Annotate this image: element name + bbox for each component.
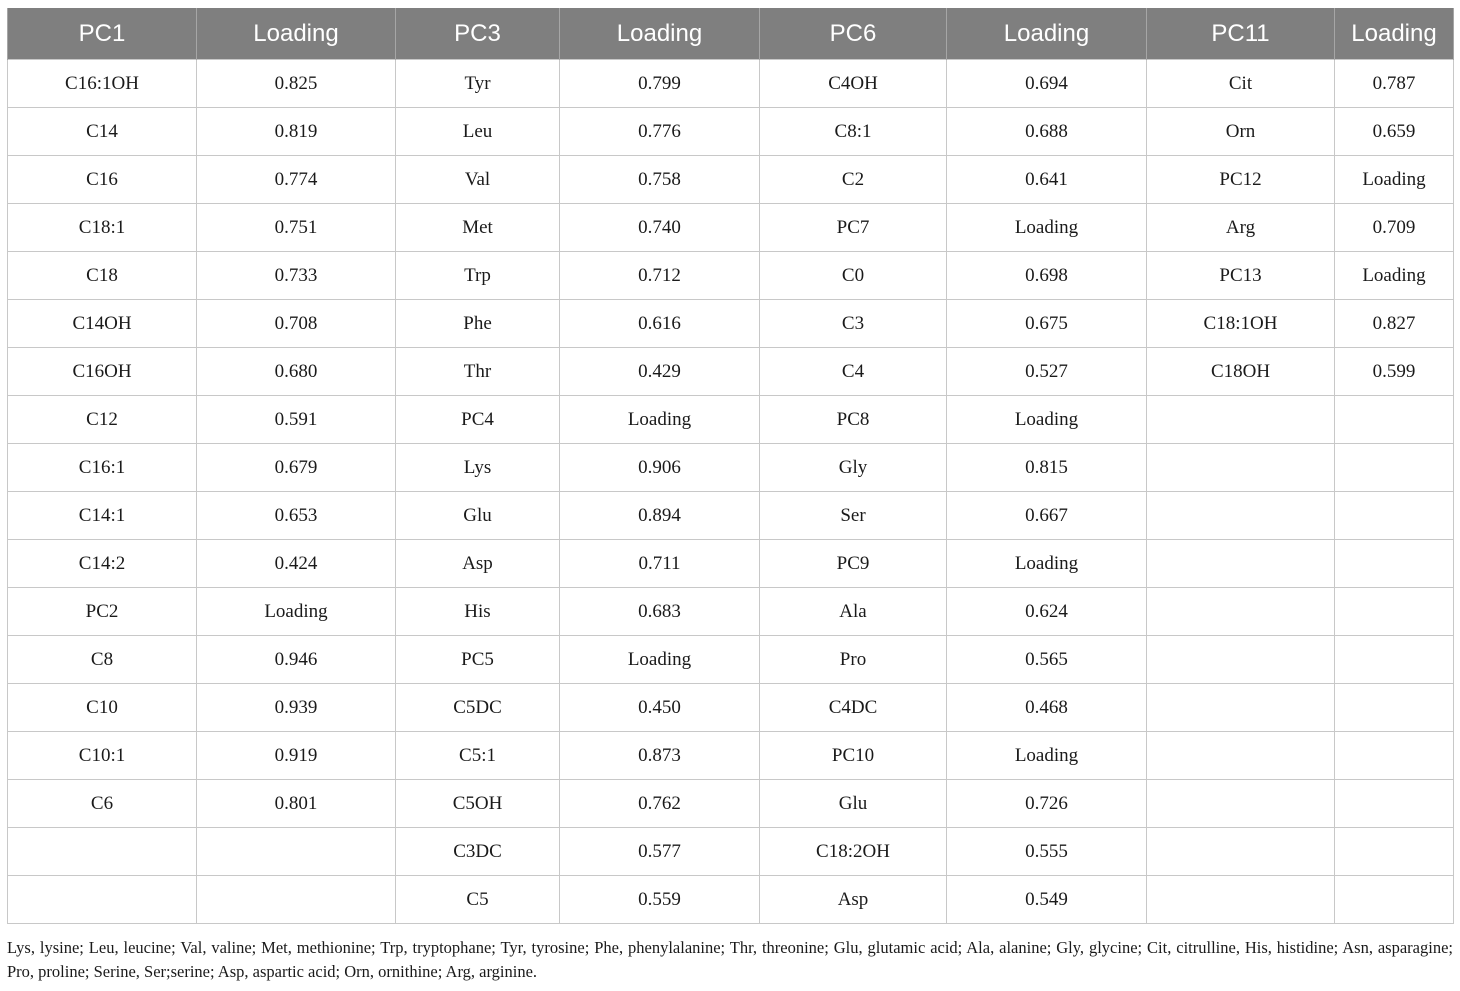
table-footnote: Lys, lysine; Leu, leucine; Val, valine; Met, methionine; Trp, tryptophane; Tyr, tyrosine; Phe, phenylalanine; Thr, threonine; Glu, glutamic acid; Ala, alanine; Gly, glycine; Cit, citrulline, His, histidine; Asn, asparagine; Pro, proline; Serine, Ser;serine; Asp, aspartic acid; Orn, ornithine; Arg, arginine. — [7, 938, 1453, 981]
table-cell: C16:1 — [8, 444, 197, 492]
table-cell: 0.653 — [197, 492, 396, 540]
table-row — [8, 204, 1454, 252]
table-cell — [1335, 780, 1454, 828]
table-cell: PC4 — [396, 396, 560, 444]
table-cell: 0.599 — [1335, 348, 1454, 396]
table-cell: 0.939 — [197, 684, 396, 732]
table-cell: 0.559 — [560, 876, 760, 924]
table-cell: C14OH — [8, 300, 197, 348]
table-cell: 0.624 — [947, 588, 1147, 636]
table-row — [8, 780, 1454, 828]
table-cell: C6 — [8, 780, 197, 828]
table-row — [8, 348, 1454, 396]
table-cell: Leu — [396, 108, 560, 156]
table-cell: 0.894 — [560, 492, 760, 540]
table-cell — [1335, 396, 1454, 444]
table-cell: 0.679 — [197, 444, 396, 492]
table-cell: C8 — [8, 636, 197, 684]
table-cell: 0.776 — [560, 108, 760, 156]
table-cell: PC13 — [1147, 252, 1335, 300]
table-cell: C0 — [760, 252, 947, 300]
table-cell: Tyr — [396, 60, 560, 108]
table-cell: Loading — [197, 588, 396, 636]
table-row — [8, 60, 1454, 108]
table-cell: 0.616 — [560, 300, 760, 348]
table-cell: 0.468 — [947, 684, 1147, 732]
table-cell: 0.688 — [947, 108, 1147, 156]
table-cell: 0.577 — [560, 828, 760, 876]
column-header: PC3 — [396, 8, 560, 60]
table-cell: Met — [396, 204, 560, 252]
table-cell — [1147, 588, 1335, 636]
table-cell: C5OH — [396, 780, 560, 828]
table-cell: 0.825 — [197, 60, 396, 108]
table-cell: 0.659 — [1335, 108, 1454, 156]
table-cell: C18:1 — [8, 204, 197, 252]
table-cell: 0.675 — [947, 300, 1147, 348]
table-cell: 0.712 — [560, 252, 760, 300]
table-body — [8, 60, 1454, 924]
table-cell: 0.946 — [197, 636, 396, 684]
table-cell: Lys — [396, 444, 560, 492]
table-cell: C14:1 — [8, 492, 197, 540]
table-cell — [1147, 876, 1335, 924]
table-cell — [1335, 876, 1454, 924]
table-cell: PC10 — [760, 732, 947, 780]
table-cell: Glu — [760, 780, 947, 828]
table-cell — [1147, 828, 1335, 876]
column-header: Loading — [197, 8, 396, 60]
table-cell: C18 — [8, 252, 197, 300]
table-cell: PC12 — [1147, 156, 1335, 204]
loadings-table-container — [7, 8, 1453, 924]
table-cell: Gly — [760, 444, 947, 492]
table-cell: 0.740 — [560, 204, 760, 252]
table-cell: C16:1OH — [8, 60, 197, 108]
table-cell: C10 — [8, 684, 197, 732]
table-row — [8, 492, 1454, 540]
table-cell: 0.774 — [197, 156, 396, 204]
table-cell: 0.873 — [560, 732, 760, 780]
table-cell — [1335, 540, 1454, 588]
loadings-table — [7, 8, 1454, 924]
table-cell: 0.555 — [947, 828, 1147, 876]
table-cell: 0.424 — [197, 540, 396, 588]
table-cell: Loading — [1335, 252, 1454, 300]
table-cell: C14:2 — [8, 540, 197, 588]
table-cell: Arg — [1147, 204, 1335, 252]
table-cell: 0.799 — [560, 60, 760, 108]
table-cell — [1147, 636, 1335, 684]
table-cell: C3DC — [396, 828, 560, 876]
table-cell: PC8 — [760, 396, 947, 444]
header-row — [8, 8, 1454, 60]
table-cell: 0.819 — [197, 108, 396, 156]
table-cell: C18:2OH — [760, 828, 947, 876]
table-cell: 0.801 — [197, 780, 396, 828]
column-header: Loading — [1335, 8, 1454, 60]
table-row — [8, 540, 1454, 588]
table-cell: Glu — [396, 492, 560, 540]
table-cell: Val — [396, 156, 560, 204]
table-cell: Ser — [760, 492, 947, 540]
table-cell: C5:1 — [396, 732, 560, 780]
table-cell: Loading — [947, 540, 1147, 588]
table-row — [8, 732, 1454, 780]
table-cell: Loading — [1335, 156, 1454, 204]
table-cell: Phe — [396, 300, 560, 348]
table-cell — [1335, 636, 1454, 684]
table-cell: 0.787 — [1335, 60, 1454, 108]
table-cell: C18:1OH — [1147, 300, 1335, 348]
table-cell: 0.680 — [197, 348, 396, 396]
table-cell: Loading — [947, 204, 1147, 252]
table-cell — [1147, 444, 1335, 492]
table-cell: 0.708 — [197, 300, 396, 348]
table-cell: C8:1 — [760, 108, 947, 156]
table-cell — [1147, 684, 1335, 732]
table-cell: 0.641 — [947, 156, 1147, 204]
column-header: Loading — [560, 8, 760, 60]
table-cell: PC5 — [396, 636, 560, 684]
table-cell: C18OH — [1147, 348, 1335, 396]
table-cell: C12 — [8, 396, 197, 444]
table-cell: 0.815 — [947, 444, 1147, 492]
table-cell: 0.698 — [947, 252, 1147, 300]
table-cell: Loading — [560, 396, 760, 444]
table-cell: C16OH — [8, 348, 197, 396]
table-cell — [1335, 492, 1454, 540]
table-cell: PC7 — [760, 204, 947, 252]
column-header: PC6 — [760, 8, 947, 60]
table-cell — [1147, 492, 1335, 540]
table-cell: 0.827 — [1335, 300, 1454, 348]
table-cell: 0.711 — [560, 540, 760, 588]
table-cell: Asp — [760, 876, 947, 924]
table-cell: Loading — [947, 396, 1147, 444]
table-cell: 0.591 — [197, 396, 396, 444]
table-cell — [1335, 684, 1454, 732]
table-cell: PC2 — [8, 588, 197, 636]
table-cell: C2 — [760, 156, 947, 204]
table-cell — [1147, 732, 1335, 780]
table-row — [8, 396, 1454, 444]
table-cell: Loading — [947, 732, 1147, 780]
table-row — [8, 828, 1454, 876]
table-row — [8, 588, 1454, 636]
column-header: PC1 — [8, 8, 197, 60]
table-cell: 0.733 — [197, 252, 396, 300]
table-cell: Cit — [1147, 60, 1335, 108]
table-cell — [1335, 828, 1454, 876]
table-cell — [1335, 588, 1454, 636]
table-row — [8, 156, 1454, 204]
column-header: Loading — [947, 8, 1147, 60]
table-row — [8, 876, 1454, 924]
table-cell: 0.751 — [197, 204, 396, 252]
table-cell: Trp — [396, 252, 560, 300]
table-cell: His — [396, 588, 560, 636]
table-cell: Loading — [560, 636, 760, 684]
table-cell: 0.762 — [560, 780, 760, 828]
column-header: PC11 — [1147, 8, 1335, 60]
table-row — [8, 636, 1454, 684]
table-cell: PC9 — [760, 540, 947, 588]
table-cell — [1147, 396, 1335, 444]
table-cell: 0.919 — [197, 732, 396, 780]
table-cell — [1335, 444, 1454, 492]
table-row — [8, 300, 1454, 348]
table-cell: 0.726 — [947, 780, 1147, 828]
table-cell: 0.527 — [947, 348, 1147, 396]
table-cell: Thr — [396, 348, 560, 396]
table-cell: 0.758 — [560, 156, 760, 204]
table-cell: Pro — [760, 636, 947, 684]
table-cell — [197, 828, 396, 876]
table-cell: C4OH — [760, 60, 947, 108]
table-cell: 0.709 — [1335, 204, 1454, 252]
table-cell: 0.450 — [560, 684, 760, 732]
table-cell — [8, 828, 197, 876]
table-cell: C5 — [396, 876, 560, 924]
table-cell: 0.906 — [560, 444, 760, 492]
table-cell: Asp — [396, 540, 560, 588]
table-cell: C3 — [760, 300, 947, 348]
table-cell: 0.694 — [947, 60, 1147, 108]
table-cell: C4DC — [760, 684, 947, 732]
table-cell: Orn — [1147, 108, 1335, 156]
table-cell: 0.683 — [560, 588, 760, 636]
table-cell: Ala — [760, 588, 947, 636]
table-cell: 0.667 — [947, 492, 1147, 540]
table-cell: C16 — [8, 156, 197, 204]
table-cell: C10:1 — [8, 732, 197, 780]
table-cell: 0.549 — [947, 876, 1147, 924]
table-cell: C14 — [8, 108, 197, 156]
table-cell — [1147, 780, 1335, 828]
table-row — [8, 684, 1454, 732]
table-row — [8, 108, 1454, 156]
table-row — [8, 444, 1454, 492]
table-cell: C5DC — [396, 684, 560, 732]
table-cell — [1335, 732, 1454, 780]
table-row — [8, 252, 1454, 300]
table-cell: 0.429 — [560, 348, 760, 396]
table-cell: 0.565 — [947, 636, 1147, 684]
table-cell — [197, 876, 396, 924]
table-cell — [8, 876, 197, 924]
table-cell: C4 — [760, 348, 947, 396]
table-cell — [1147, 540, 1335, 588]
